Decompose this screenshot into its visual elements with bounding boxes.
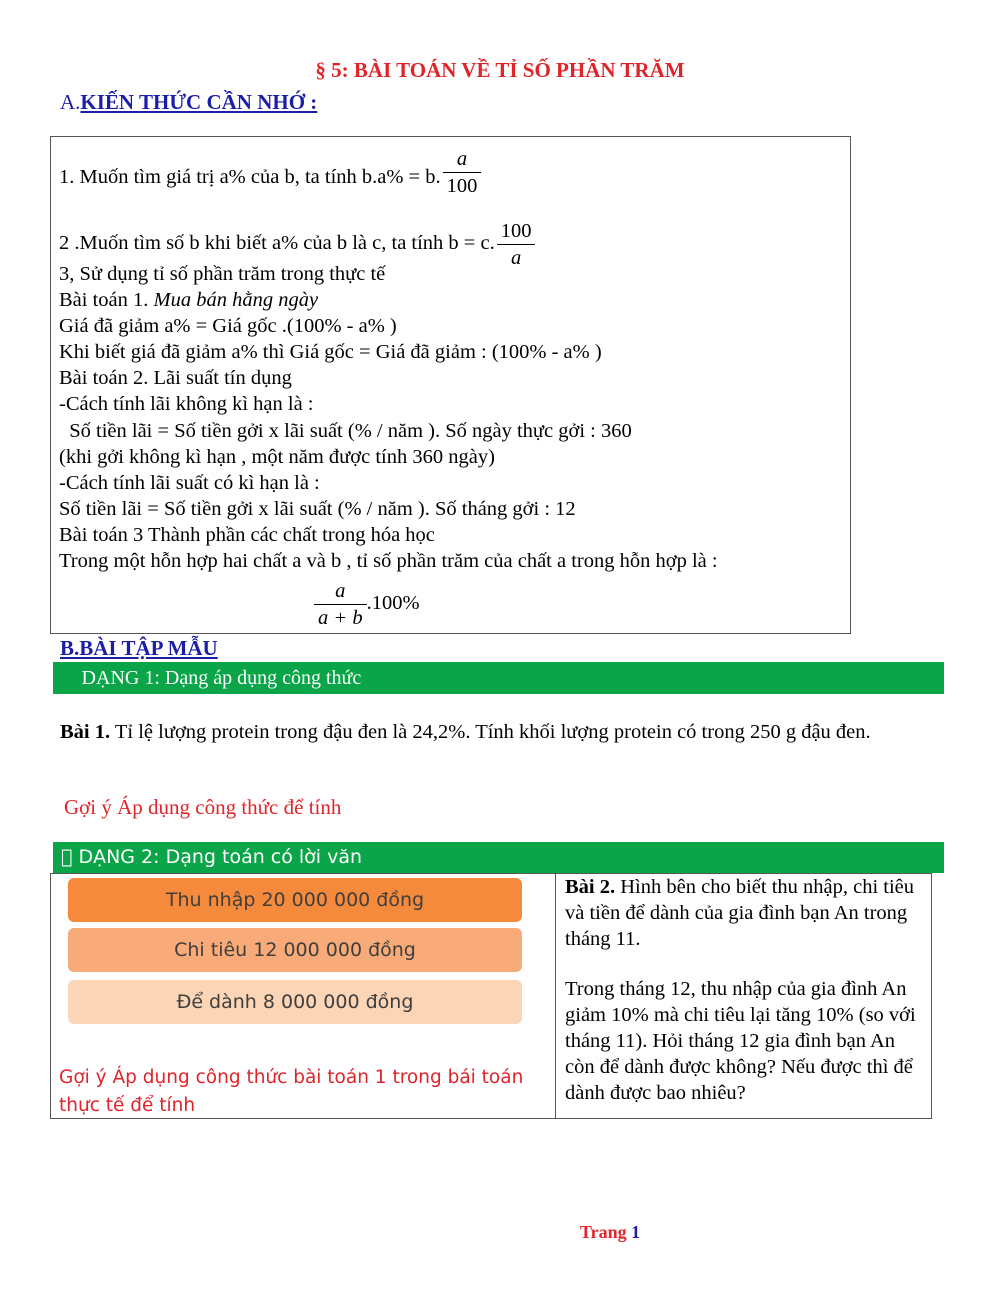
knowledge-line-12: Số tiền lãi = Số tiền gởi x lãi suất (% / năm ). Số tháng gởi : 12: [59, 498, 576, 520]
problem-1-title: Mua bán hằng ngày: [153, 289, 319, 311]
page-title: § 5: BÀI TOÁN VỀ TỈ SỐ PHẦN TRĂM: [315, 58, 685, 82]
fraction-100-over-a: [497, 218, 536, 271]
fraction-numerator: a: [456, 148, 468, 170]
knowledge-line-10: (khi gởi không kì hạn , một năm được tính 360 ngày): [59, 446, 495, 468]
formula-1-text: 1. Muốn tìm giá trị a% của b, ta tính b.a% = b.: [59, 166, 441, 189]
page-number: 1: [631, 1222, 641, 1242]
knowledge-line-9: Số tiền lãi = Số tiền gởi x lãi suất (% / năm ). Số ngày thực gởi : 360: [59, 420, 632, 442]
knowledge-line-14: Trong một hỗn hợp hai chất a và b , tỉ số phần trăm của chất a trong hỗn hợp là :: [59, 550, 718, 572]
footer-label: Trang: [579, 1222, 627, 1242]
section-b-heading: B.BÀI TẬP MẪU: [60, 636, 218, 660]
income-bar: Thu nhập 20 000 000 đồng: [68, 878, 522, 922]
knowledge-line-4: [59, 288, 318, 312]
fraction: [314, 578, 367, 631]
fraction-a-over-a-plus-b: [312, 578, 420, 631]
exercise-1: [60, 719, 940, 746]
formula-line-1: [59, 148, 481, 199]
exercise-1-text: Tỉ lệ lượng protein trong đậu đen là 24,2%. Tính khối lượng protein có trong 250 g đậu đen.: [110, 721, 871, 743]
fraction-denominator: 100: [443, 172, 482, 199]
formula-2-text: 2 .Muốn tìm số b khi biết a% của b là c, ta tính b = c.: [59, 232, 495, 255]
knowledge-line-13: Bài toán 3 Thành phần các chất trong hóa học: [59, 524, 435, 546]
exercise-1-label: Bài 1.: [60, 721, 111, 743]
fraction-denominator: a + b: [314, 604, 367, 631]
knowledge-line-7: Bài toán 2. Lãi suất tín dụng: [59, 367, 292, 389]
knowledge-line-5: Giá đã giảm a% = Giá gốc .(100% - a% ): [59, 315, 397, 337]
fraction-denominator: a: [497, 244, 536, 271]
type-2-banner: DẠNG 2: Dạng toán có lời văn: [53, 842, 944, 873]
savings-bar: Để dành 8 000 000 đồng: [68, 980, 522, 1024]
section-a-prefix: A.: [60, 90, 81, 114]
section-a-label: KIẾN THỨC CẦN NHỚ :: [80, 90, 318, 114]
knowledge-line-3: 3, Sử dụng tỉ số phần trăm trong thực tế: [59, 263, 386, 285]
knowledge-line-11: -Cách tính lãi suất có kì hạn là :: [59, 472, 320, 494]
hint-1: Gợi ý Áp dụng công thức để tính: [64, 795, 342, 819]
exercise-2-label: Bài 2.: [565, 876, 616, 898]
page-footer: [0, 1222, 1000, 1243]
problem-1-prefix: Bài toán 1.: [59, 289, 154, 311]
section-a-heading: [60, 90, 317, 115]
spending-bar: Chi tiêu 12 000 000 đồng: [68, 928, 522, 972]
type-1-banner: DẠNG 1: Dạng áp dụng công thức: [53, 662, 944, 694]
fraction-numerator: 100: [500, 220, 532, 242]
table-divider: [555, 873, 556, 1119]
fraction-numerator: a: [335, 580, 346, 602]
knowledge-line-6: Khi biết giá đã giảm a% thì Giá gốc = Giá đã giảm : (100% - a% ): [59, 341, 602, 363]
exercise-2-paragraph-1: [565, 874, 925, 952]
fraction-suffix: .100%: [366, 592, 420, 615]
knowledge-line-8: -Cách tính lãi không kì hạn là :: [59, 393, 314, 415]
hint-2: Gợi ý Áp dụng công thức bài toán 1 trong bái toán thực tế để tính: [59, 1067, 524, 1116]
fraction-a-over-100: [443, 146, 482, 199]
exercise-2-paragraph-2: Trong tháng 12, thu nhập của gia đình An giảm 10% mà chi tiêu lại tăng 10% (so với tháng 11). Hỏi tháng 12 gia đình bạn An còn để dành được không? Nếu được thì để dành được bao nhiêu?: [565, 978, 916, 1104]
exercise-2: [565, 874, 925, 1106]
exercise-2-text-1: Hình bên cho biết thu nhập, chi tiêu và tiền để dành của gia đình bạn An trong tháng 11.: [565, 876, 915, 950]
